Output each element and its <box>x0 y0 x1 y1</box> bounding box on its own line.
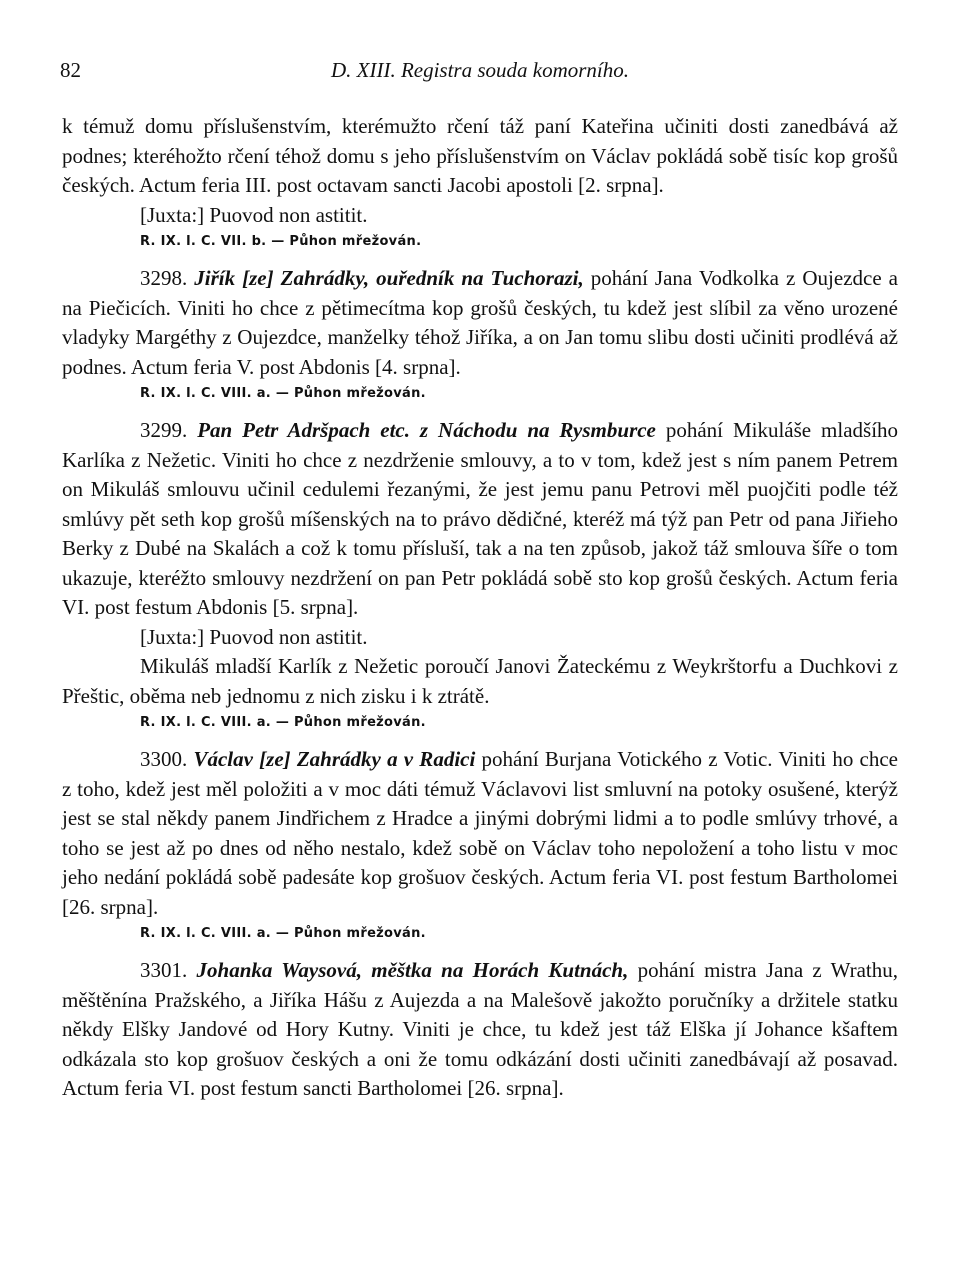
entry-number: 3300. <box>140 747 188 771</box>
entry-party: Václav [ze] Zahrádky a v Radici <box>193 747 476 771</box>
entry-paragraph <box>62 745 898 922</box>
source-reference: R. IX. l. C. VIII. a. — Půhon mřežován. <box>140 715 426 730</box>
entry-text: pohání mistra Jana z Wrathu, měštěnína Pražského, a Jiříka Hášu z Aujezda a na Malešově jakožto poručníky a držitele statku někdy Elšky Jandové od Hory Kutny. Viniti je chce, tu kdež jest táž Elška jí Johance kšaftem odkázala sto kop grošuov českých a oni že tomu odkázání dosti učiniti zanedbávají až posavad. Actum feria VI. post festum sancti Bartholomei [26. srpna]. <box>62 958 899 1100</box>
entry-3298 <box>62 264 898 406</box>
juxta-note: [Juxta:] Puovod non astitit. <box>140 624 368 649</box>
entry-party: Johanka Waysová, měštka na Horách Kutnách, <box>196 958 629 982</box>
entry-text: pohání Mikuláše mladšího Karlíka z Nežetic. Viniti ho chce z nezdrženie smlouvy, a to v tom, kdež jest s ním panem Petrem on Mikuláš smlouvu učinil cedulemi řezanými, že jest jemu panu Petrovi měl puojčiti podle též smlúvy pět seth kop grošů míšenských na to právo dědičné, kteréž má týž pan Petr od pana Jiřieho Berky z Dubé na Skalách a což k tomu přísluší, tak a na ten způsob, jakož táž smlouva šíře o tom ukazuje, kteréžto smlouvy nezdržení on pan Petr pokládá sobě sto kop grošů českých. Actum feria VI. post festum Abdonis [5. srpna]. <box>62 418 899 619</box>
entry-3300 <box>62 745 898 946</box>
entry-number: 3298. <box>140 266 188 290</box>
entry-number: 3299. <box>140 418 188 442</box>
running-title: D. XIII. Registra souda komorního. <box>330 58 630 82</box>
entry-text: pohání Jana Vodkolka z Oujezdce a na Piečicích. Viniti ho chce z pětimecítma kop grošů českých, tu kdež jest slíbil za věno urozené vladyky Margéthy z Oujezdce, manželky téhož Jiříka, a on Jan tomu slibu dosti učiniti prodlévá až podnes. Actum feria V. post Abdonis [4. srpna]. <box>62 266 898 379</box>
entry-paragraph <box>62 956 898 1104</box>
entry-text: pohání Burjana Votického z Votic. Viniti ho chce z toho, kdež jest měl položiti a v moc dáti témuž Václavovi list smluvní na potoky osušené, kterýž jest se stal někdy panem Jindřichem z Hradce a jinými dobrými lidmi a to podle smlúvy trhové, a toho se jest až po dnes od něho nestalo, kdež sobě on Václav toho nepoložení a toho listu v moc jeho nedání pokládá sobě padesáte kop grošuov českých. Actum feria VI. post festum Bartholomei [26. srpna]. <box>62 747 899 919</box>
entry-party: Jiřík [ze] Zahrádky, ouředník na Tuchorazi, <box>194 266 584 290</box>
entry-3301 <box>62 956 898 1104</box>
page-header <box>62 58 898 90</box>
proxy-note: Mikuláš mladší Karlík z Nežetic poroučí Janovi Žateckému z Weykrštorfu a Duchkovi z Přeštic, oběma neb jednomu z nich zisku i k ztrátě. <box>62 654 898 708</box>
source-reference: R. IX. l. C. VIII. a. — Půhon mřežován. <box>140 926 426 941</box>
entry-party: Pan Petr Adršpach etc. z Náchodu na Rysmburce <box>197 418 656 442</box>
source-reference: R. IX. l. C. VIII. a. — Půhon mřežován. <box>140 386 426 401</box>
entry-paragraph <box>62 416 898 623</box>
document-body <box>62 112 898 1104</box>
document-page <box>62 58 898 1104</box>
juxta-note: [Juxta:] Puovod non astitit. <box>140 202 368 227</box>
source-reference: R. IX. l. C. VII. b. — Půhon mřežován. <box>140 234 422 249</box>
page-number: 82 <box>60 58 81 82</box>
entry-3299 <box>62 416 898 735</box>
entry-paragraph <box>62 264 898 382</box>
carryover-paragraph: k témuž domu příslušenstvím, kterémužto rčení táž paní Kateřina učiniti dosti zanedbává až podnes; kteréhožto rčení téhož domu s jeho příslušenstvím on Václav pokládá sobě tisíc kop grošů českých. Actum feria III. post octavam sancti Jacobi apostoli [2. srpna]. <box>62 114 898 197</box>
entry-number: 3301. <box>140 958 188 982</box>
